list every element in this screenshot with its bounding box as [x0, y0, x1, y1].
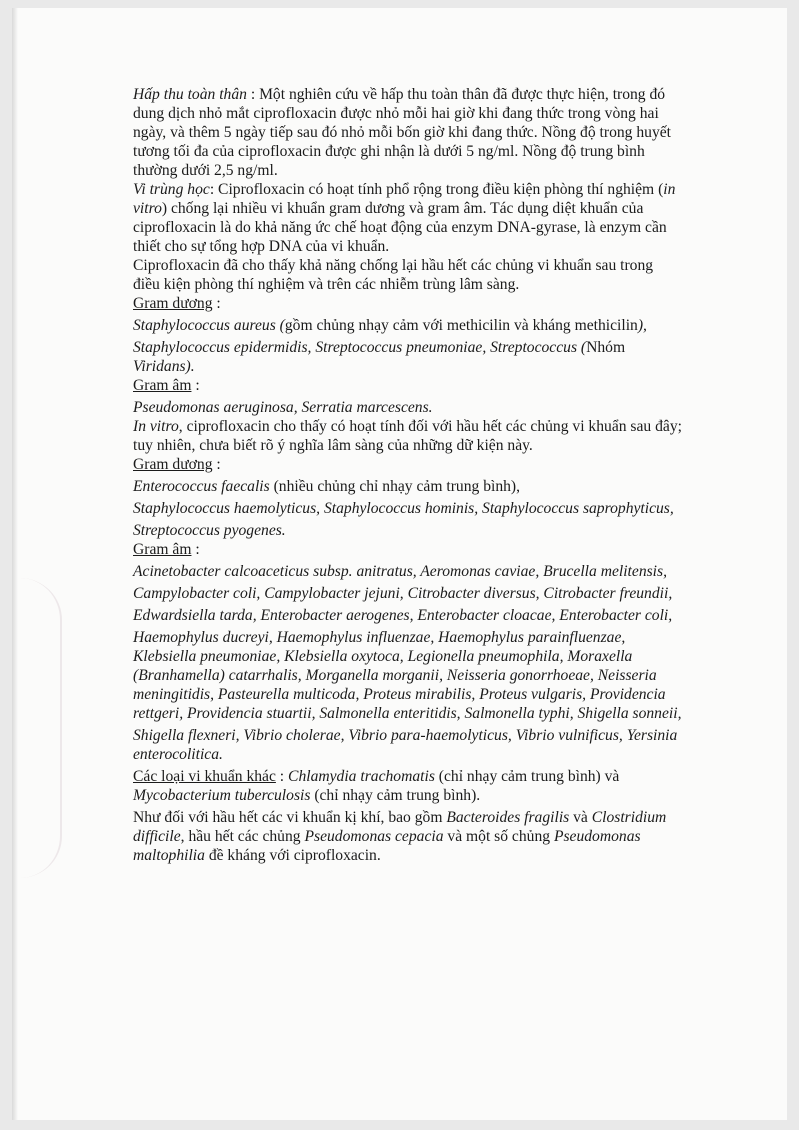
list-item: Haemophylus ducreyi, Haemophylus influenzae, Haemophylus parainfluenzae, Klebsiella pneumoniae, Klebsiella oxytoca, Legionella pneumophila, Moraxella (Branhamella) catarrhalis, Morganella morganii, Neisseria gonorrhoeae, Neisseria meningitidis, Pasteurella multicoda, Proteus mirabilis, Proteus vulgaris, Providencia rettgeri, Providencia stuartii, Salmonella enteritidis, Salmonella typhi, Shigella sonneii, — [133, 629, 682, 722]
list-item: Acinetobacter calcoaceticus subsp. anitratus, Aeromonas caviae, Brucella melitensis, — [133, 563, 667, 580]
paragraph-systemic-absorption: Hấp thu toàn thân : Một nghiên cứu về hấp thu toàn thân đã được thực hiện, trong đó dung dịch nhỏ mắt ciprofloxacin được nhỏ mỗi hai giờ khi đang thức trong vòng hai ngày, và thêm 5 ngày tiếp sau đó nhỏ mỗi bốn giờ khi đang thức. Nồng độ trong huyết tương tối đa của ciprofloxacin được ghi nhận là dưới 5 ng/ml. Nồng độ trung bình thường dưới 2,5 ng/ml. — [133, 86, 671, 179]
list-item: Pseudomonas aeruginosa, Serratia marcescens. — [133, 399, 433, 416]
list-item: Enterococcus faecalis (nhiều chủng chỉ nhạy cảm trung bình), — [133, 478, 521, 495]
paragraph-anaerobes: Như đối với hầu hết các vi khuẩn kị khí, bao gồm Bacteroides fragilis và Clostridium difficile, hầu hết các chủng Pseudomonas cepacia và một số chủng Pseudomonas maltophilia đề kháng với ciprofloxacin. — [133, 809, 667, 864]
list-item: Staphylococcus haemolyticus, Staphylococcus hominis, Staphylococcus saprophyticus, — [133, 500, 674, 517]
paragraph-other-bacteria: Các loại vi khuẩn khác : Chlamydia trachomatis (chỉ nhạy cảm trung bình) và Mycobacterium tuberculosis (chỉ nhạy cảm trung bình). — [133, 768, 620, 804]
document-page — [12, 8, 787, 1120]
label-systemic-absorption: Hấp thu toàn thân — [133, 86, 247, 103]
heading-gram-negative-1: Gram âm : — [133, 377, 200, 394]
heading-gram-positive-2: Gram dương : — [133, 456, 221, 473]
list-item: Streptococcus pyogenes. — [133, 522, 286, 539]
faint-stamp-mark — [20, 578, 62, 878]
heading-gram-positive-1: Gram dương : — [133, 295, 221, 312]
document-body — [133, 85, 683, 865]
paragraph-activity: Ciprofloxacin đã cho thấy khả năng chống lại hầu hết các chủng vi khuẩn sau trong điều kiện phòng thí nghiệm và trên các nhiễm trùng lâm sàng. — [133, 257, 654, 293]
list-item: Campylobacter coli, Campylobacter jejuni, Citrobacter diversus, Citrobacter freundii, — [133, 585, 673, 602]
paragraph-in-vitro: In vitro, ciprofloxacin cho thấy có hoạt tính đối với hầu hết các chủng vi khuẩn sau đây; tuy nhiên, chưa biết rõ ý nghĩa lâm sàng của những dữ kiện này. — [133, 418, 682, 454]
list-item: Staphylococcus epidermidis, Streptococcus pneumoniae, Streptococcus (Nhóm Viridans). — [133, 339, 626, 375]
paragraph-microbiology: Vi trùng học: Ciprofloxacin có hoạt tính phổ rộng trong điều kiện phòng thí nghiệm (in vitro) chống lại nhiều vi khuẩn gram dương và gram âm. Tác dụng diệt khuẩn của ciprofloxacin là do khả năng ức chế hoạt động của enzym DNA-gyrase, là enzym cần thiết cho sự tổng hợp DNA của vi khuẩn. — [133, 181, 676, 255]
heading-gram-negative-2: Gram âm : — [133, 541, 200, 558]
list-item: Staphylococcus aureus (gồm chủng nhạy cảm với methicilin và kháng methicilin), — [133, 317, 647, 334]
list-item: Shigella flexneri, Vibrio cholerae, Vibrio para-haemolyticus, Vibrio vulnificus, Yersinia enterocolitica. — [133, 727, 678, 763]
label-microbiology: Vi trùng học — [133, 181, 210, 198]
list-item: Edwardsiella tarda, Enterobacter aerogenes, Enterobacter cloacae, Enterobacter coli, — [133, 607, 673, 624]
